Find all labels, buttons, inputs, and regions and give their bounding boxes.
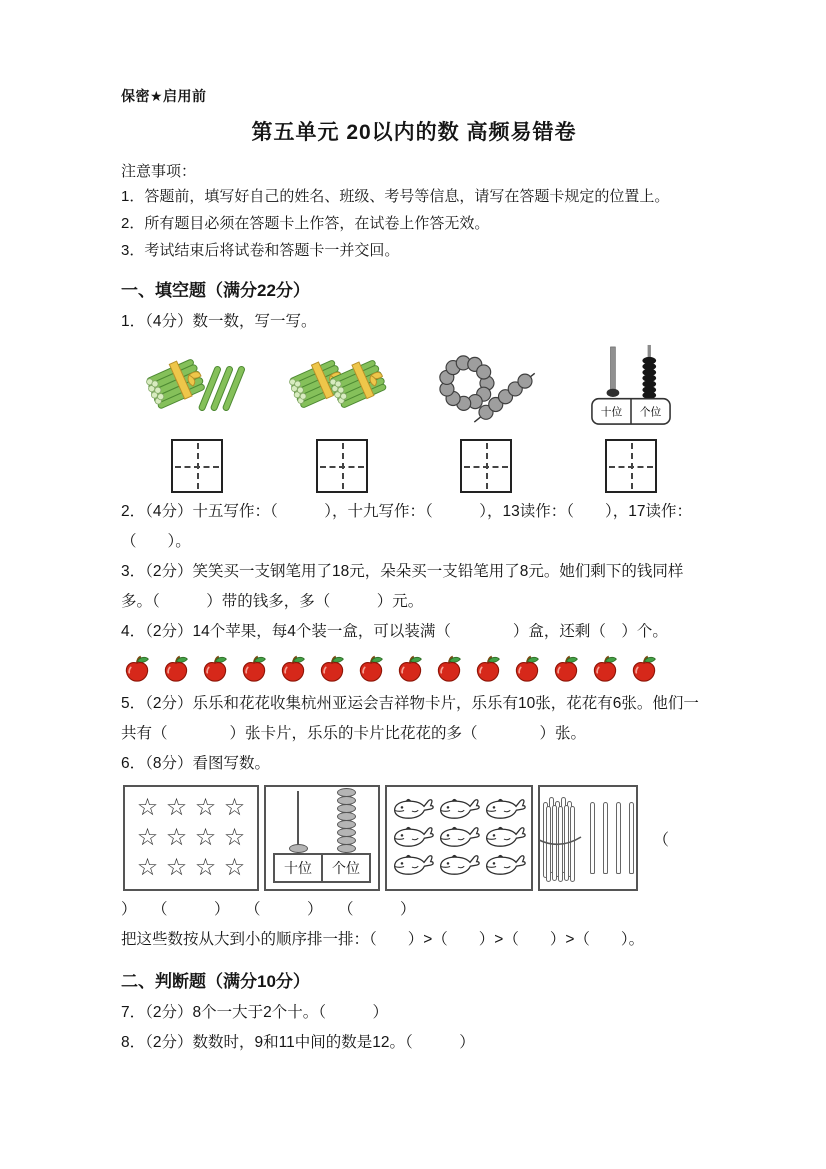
whale-cell: [436, 824, 482, 852]
note-item-1: 1．答题前，填写好自己的姓名、班级、考号等信息，请写在答题卡规定的位置上。: [121, 188, 670, 205]
grid-horizontal-dash: [609, 466, 653, 468]
question-7-text: 7．（2分）8个一大于2个十。（ ）: [121, 1004, 388, 1021]
apple-icon: [591, 655, 619, 683]
note-item-3: 3．考试结束后将试卷和答题卡一并交回。: [121, 242, 400, 259]
star-icon: ☆: [223, 824, 246, 851]
stick-icon: [558, 806, 563, 882]
abacus-ones-rod: [326, 791, 366, 853]
whale-cell: [436, 852, 482, 880]
apple-icon: [162, 655, 190, 683]
abacus-base: [273, 853, 371, 883]
section-judge-heading: 二、判断题（满分10分）: [121, 972, 310, 991]
apple-icon: [474, 655, 502, 683]
bead-string-icon: [431, 348, 541, 424]
question-5-text: 5．（2分）乐乐和花花收集杭州亚运会吉祥物卡片，乐乐有10张，花花有6张。他们一共有（ ）张卡片，乐乐的卡片比花花的多（ ）张。: [121, 695, 699, 742]
question-4-text: 4．（2分）14个苹果，每4个装一盒，可以装满（ ）盒，还剩（ ）个。: [121, 623, 668, 640]
star-icon: ☆: [165, 854, 188, 881]
grid-horizontal-dash: [175, 466, 219, 468]
apple-icon: [279, 655, 307, 683]
abacus-ones-label: 个位: [332, 860, 360, 876]
q1-column-3: [414, 343, 559, 493]
star-icon: ☆: [223, 794, 246, 821]
page-title: 第五单元 20以内的数 高频易错卷: [251, 121, 577, 144]
star-icon: ☆: [136, 794, 159, 821]
grid-horizontal-dash: [320, 466, 364, 468]
bead-icon: [337, 844, 356, 853]
whale-icon: [392, 852, 434, 880]
writing-grid-box: [460, 439, 512, 493]
apple-icon: [630, 655, 658, 683]
abacus-figure: [589, 343, 673, 429]
abacus-tens-label: 十位: [600, 406, 622, 419]
bead-icon: [289, 844, 308, 853]
q6-sort-text: 把这些数按从大到小的顺序排一排：（ ）>（ ）>（ ）>（ ）。: [121, 931, 645, 948]
question-8-text: 8．（2分）数数时，9和11中间的数是12。（ ）: [121, 1034, 475, 1051]
writing-grid-box: [605, 439, 657, 493]
question-1-figures-row: [125, 343, 703, 493]
writing-grid-box: [171, 439, 223, 493]
star-icon: ☆: [165, 794, 188, 821]
q1-column-2: [270, 343, 415, 493]
stick-icon: [546, 806, 551, 882]
sticks-bundle-icon: [145, 349, 249, 423]
two-bundles-icon: [288, 349, 396, 423]
apple-icon: [240, 655, 268, 683]
star-icon: ☆: [223, 854, 246, 881]
abacus-icon: [589, 344, 673, 428]
q1-column-4: [559, 343, 704, 493]
apple-icon: [435, 655, 463, 683]
stick-icon: [552, 805, 557, 881]
two-bundles-figure: [288, 343, 396, 429]
whale-cell: [390, 852, 436, 880]
whale-icon: [484, 852, 526, 880]
stars-box: [123, 785, 259, 891]
apples-row: [123, 655, 707, 683]
whale-cell: [482, 796, 528, 824]
question-3-text: 3．（2分）笑笑买一支钢笔用了18元，朵朵买一支铅笔用了8元。她们剩下的钱同样多。（ ）带的钱多，多（ ）元。: [121, 563, 684, 610]
whales-box: [385, 785, 533, 891]
whale-cell: [482, 824, 528, 852]
whale-cell: [390, 796, 436, 824]
apple-icon: [318, 655, 346, 683]
question-6-text: 6．（8分）看图写数。: [121, 755, 270, 772]
star-icon: ☆: [136, 854, 159, 881]
whale-cell: [436, 796, 482, 824]
security-label: 保密★启用前: [121, 88, 207, 104]
star-icon: ☆: [194, 794, 217, 821]
abacus-ones-label: 个位: [639, 406, 662, 419]
section-fill-heading: 一、填空题（满分22分）: [121, 281, 310, 300]
whale-icon: [392, 824, 434, 852]
whale-icon: [484, 824, 526, 852]
abacus-rods: [274, 791, 370, 853]
whale-icon: [392, 796, 434, 824]
question-6-figure-boxes: [123, 785, 707, 891]
abacus-tens-label: 十位: [275, 855, 323, 881]
apple-icon: [513, 655, 541, 683]
stick-icon: [629, 802, 634, 874]
stick-icon: [570, 806, 575, 882]
page-content: [121, 86, 707, 1058]
star-icon: ☆: [194, 824, 217, 851]
stick-icon: [590, 802, 595, 874]
apple-icon: [552, 655, 580, 683]
question-2-text: 2．（4分）十五写作：（ ），十九写作：（ ），13读作：（ ），17读作：（ ）。: [121, 503, 692, 550]
q1-column-1: [125, 343, 270, 493]
apple-icon: [396, 655, 424, 683]
writing-grid-box: [316, 439, 368, 493]
stick-icon: [616, 802, 621, 874]
q6-open-paren: （: [653, 831, 670, 849]
whale-cell: [482, 852, 528, 880]
abacus-tens-rod: [278, 791, 318, 853]
ones-beads: [337, 789, 356, 853]
whale-icon: [438, 852, 480, 880]
apple-icon: [123, 655, 151, 683]
whale-icon: [484, 796, 526, 824]
whale-icon: [438, 796, 480, 824]
abacus-box: [264, 785, 380, 891]
loose-sticks: [590, 802, 634, 874]
tens-beads: [289, 845, 308, 853]
grid-horizontal-dash: [464, 466, 508, 468]
bead-string-figure: [431, 343, 541, 429]
apple-icon: [201, 655, 229, 683]
q6-answer-blanks: ） （ ） （ ） （ ）: [121, 901, 416, 918]
one-bundle-and-three-sticks-figure: [145, 343, 249, 429]
apple-icon: [357, 655, 385, 683]
sticks-box: [538, 785, 638, 891]
sticks-bundle: [542, 794, 578, 882]
star-icon: ☆: [194, 854, 217, 881]
stick-icon: [564, 805, 569, 881]
notes-heading: 注意事项：: [121, 163, 197, 180]
note-item-2: 2．所有题目必须在答题卡上作答，在试卷上作答无效。: [121, 215, 490, 232]
star-icon: ☆: [165, 824, 188, 851]
question-1-text: 1．（4分）数一数，写一写。: [121, 313, 317, 330]
whale-icon: [438, 824, 480, 852]
star-icon: ☆: [136, 824, 159, 851]
whale-cell: [390, 824, 436, 852]
stick-icon: [603, 802, 608, 874]
